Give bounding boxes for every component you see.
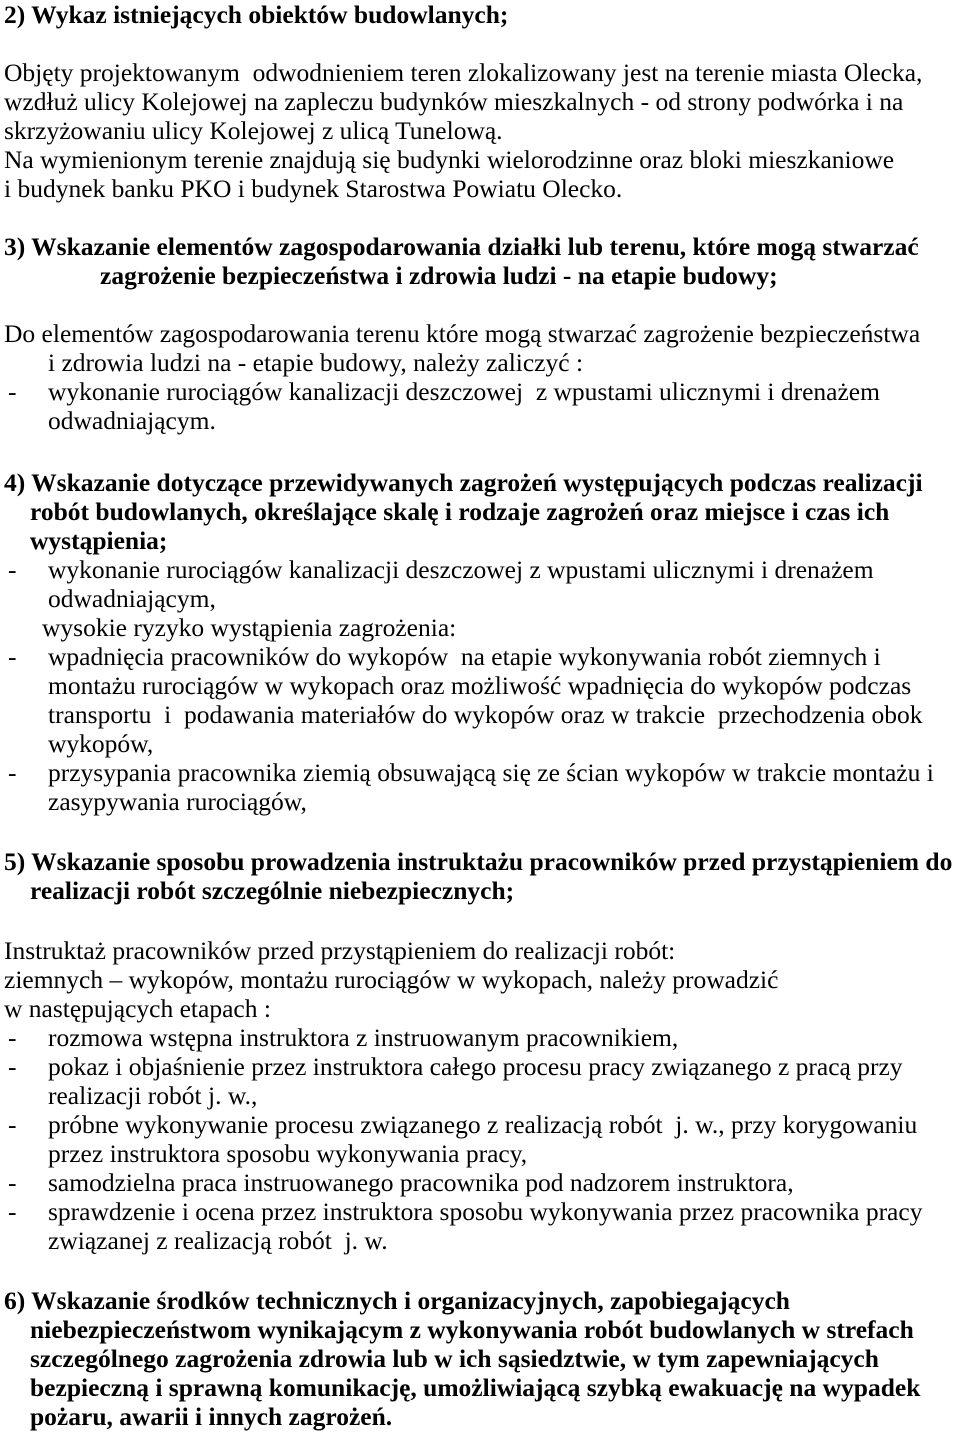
list-item-line: próbne wykonywanie procesu związanego z realizacją robót j. w., przy korygowaniu <box>48 1110 918 1139</box>
section-heading: 3) Wskazanie elementów zagospodarowania działki lub terenu, które mogą stwarzać <box>4 232 919 261</box>
list-item-marker: - <box>8 377 17 406</box>
section-heading: 5) Wskazanie sposobu prowadzenia instruktażu pracowników przed przystąpieniem do <box>4 847 953 876</box>
paragraph-line: wzdłuż ulicy Kolejowej na zapleczu budynków mieszkalnych - od strony podwórka i na <box>4 87 904 116</box>
list-item-marker: - <box>8 1197 17 1226</box>
paragraph-line: w następujących etapach : <box>4 994 271 1023</box>
list-item-line: przysypania pracownika ziemią obsuwającą się ze ścian wykopów w trakcie montażu i <box>48 758 934 787</box>
paragraph-line: Na wymienionym terenie znajdują się budynki wielorodzinne oraz bloki mieszkaniowe <box>4 145 895 174</box>
paragraph-line: ziemnych – wykopów, montażu rurociągów w wykopach, należy prowadzić <box>4 965 779 994</box>
list-item-line: odwadniającym, <box>48 584 216 613</box>
list-item-line: przez instruktora sposobu wykonywania pracy, <box>48 1139 528 1168</box>
section-heading: 4) Wskazanie dotyczące przewidywanych zagrożeń występujących podczas realizacji <box>4 468 923 497</box>
section-heading: 6) Wskazanie środków technicznych i organizacyjnych, zapobiegających <box>4 1286 790 1315</box>
paragraph-line: Instruktaż pracowników przed przystąpieniem do realizacji robót: <box>4 936 676 965</box>
section-heading-continuation: robót budowlanych, określające skalę i rodzaje zagrożeń oraz miejsce i czas ich <box>30 497 890 526</box>
list-item-marker: - <box>8 642 17 671</box>
list-item-line: odwadniającym. <box>48 406 216 435</box>
list-item-line: związanej z realizacją robót j. w. <box>48 1226 388 1255</box>
list-item-line: wykopów, <box>48 729 154 758</box>
list-item-line: transportu i podawania materiałów do wykopów oraz w trakcie przechodzenia obok <box>48 700 923 729</box>
list-item-marker: - <box>8 1110 17 1139</box>
list-item-marker: - <box>8 1168 17 1197</box>
paragraph-line: i zdrowia ludzi na - etapie budowy, należy zaliczyć : <box>48 348 584 377</box>
list-item-marker: - <box>8 758 17 787</box>
list-item-marker: - <box>8 555 17 584</box>
section-heading-continuation: niebezpieczeństwom wynikającym z wykonywania robót budowlanych w strefach <box>30 1315 914 1344</box>
risk-label: wysokie ryzyko wystąpienia zagrożenia: <box>42 613 457 642</box>
section-heading-continuation: bezpieczną i sprawną komunikację, umożliwiającą szybką ewakuację na wypadek <box>30 1373 921 1402</box>
list-item-marker: - <box>8 1052 17 1081</box>
paragraph-line: i budynek banku PKO i budynek Starostwa Powiatu Olecko. <box>4 174 623 203</box>
list-item-line: montażu rurociągów w wykopach oraz możliwość wpadnięcia do wykopów podczas <box>48 671 912 700</box>
list-item-line: wykonanie rurociągów kanalizacji deszczowej z wpustami ulicznymi i drenażem <box>48 377 880 406</box>
list-item-marker: - <box>8 1023 17 1052</box>
section-heading-continuation: zagrożenie bezpieczeństwa i zdrowia ludzi - na etapie budowy; <box>100 261 778 290</box>
list-item-line: samodzielna praca instruowanego pracownika pod nadzorem instruktora, <box>48 1168 794 1197</box>
list-item-line: rozmowa wstępna instruktora z instruowanym pracownikiem, <box>48 1023 679 1052</box>
paragraph-line: Do elementów zagospodarowania terenu które mogą stwarzać zagrożenie bezpieczeństwa <box>4 319 921 348</box>
section-heading-continuation: szczególnego zagrożenia zdrowia lub w ich sąsiedztwie, w tym zapewniających <box>30 1344 879 1373</box>
section-heading-continuation: pożaru, awarii i innych zagrożeń. <box>30 1402 393 1431</box>
paragraph-line: Objęty projektowanym odwodnieniem teren zlokalizowany jest na terenie miasta Olecka, <box>4 58 923 87</box>
list-item-line: wykonanie rurociągów kanalizacji deszczowej z wpustami ulicznymi i drenażem <box>48 555 874 584</box>
list-item-line: wpadnięcia pracowników do wykopów na etapie wykonywania robót ziemnych i <box>48 642 881 671</box>
paragraph-line: skrzyżowaniu ulicy Kolejowej z ulicą Tunelową. <box>4 116 503 145</box>
list-item-line: realizacji robót j. w., <box>48 1081 258 1110</box>
list-item-line: zasypywania rurociągów, <box>48 787 307 816</box>
section-heading: 2) Wykaz istniejących obiektów budowlanych; <box>4 0 509 29</box>
section-heading-continuation: wystąpienia; <box>30 526 168 555</box>
list-item-line: pokaz i objaśnienie przez instruktora całego procesu pracy związanego z pracą przy <box>48 1052 903 1081</box>
list-item-line: sprawdzenie i ocena przez instruktora sposobu wykonywania przez pracownika pracy <box>48 1197 923 1226</box>
section-heading-continuation: realizacji robót szczególnie niebezpiecznych; <box>30 876 515 905</box>
